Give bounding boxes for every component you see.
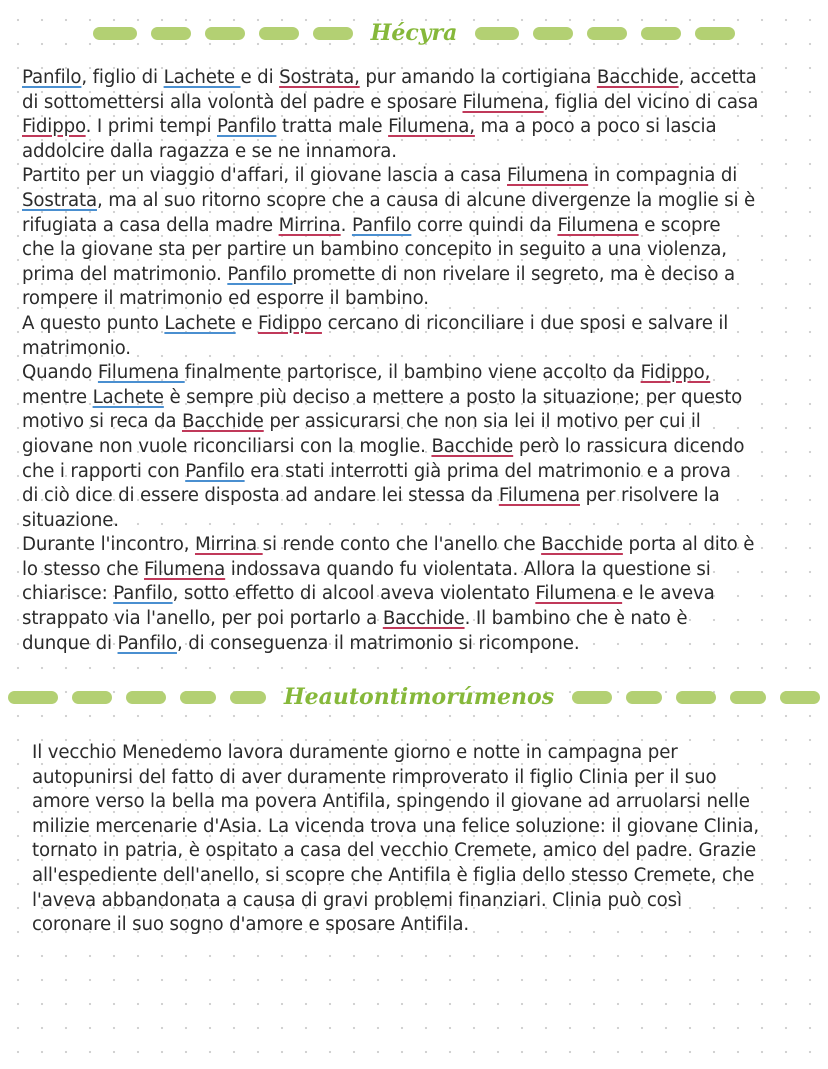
dash — [730, 691, 766, 704]
text-line — [22, 582, 758, 607]
text-fragment: , sotto effetto di alcool aveva violentato — [172, 583, 536, 605]
text-line — [22, 509, 758, 534]
text-fragment: ma a poco a poco si lascia — [474, 116, 717, 138]
text-fragment: , figlio di — [81, 67, 164, 88]
name-panfilo: Panfilo — [113, 583, 173, 605]
text-line — [22, 484, 758, 509]
text-fragment: . Il bambino che è nato è — [464, 608, 688, 630]
text-line — [22, 287, 758, 312]
text-fragment: prima del matrimonio. — [22, 263, 228, 285]
text-fragment: strappato via l'anello, per poi portarlo a — [22, 608, 383, 630]
text-line: Il vecchio Menedemo lavora duramente giorno e notte in campagna per — [32, 742, 678, 763]
dash — [259, 27, 299, 40]
text-fragment: , di conseguenza il matrimonio si ricompone. — [176, 632, 580, 654]
dash — [151, 27, 191, 40]
name-bacchide: Bacchide — [431, 435, 514, 457]
text-line — [22, 115, 758, 140]
text-line — [22, 337, 758, 362]
dash — [533, 27, 573, 40]
text-line — [22, 238, 758, 263]
decorative-dashes-right — [572, 691, 820, 704]
section-title-heautontimorumenos: Heautontimorúmenos — [283, 684, 555, 710]
name-filumena: Filumena, — [388, 116, 475, 138]
text-fragment: matrimonio. — [22, 337, 131, 359]
text-fragment: rifugiata a casa della madre — [22, 214, 279, 236]
dash — [641, 27, 681, 40]
text-fragment: corre quindi da — [411, 214, 558, 236]
text-line — [22, 140, 758, 165]
name-fidippo: Fidippo, — [640, 362, 711, 384]
decorative-dashes-left — [8, 691, 266, 704]
dash — [587, 27, 627, 40]
name-mirrina: Mirrina — [194, 534, 263, 556]
name-filumena: Filumena — [462, 91, 544, 113]
text-fragment: che i rapporti con — [22, 460, 186, 482]
text-fragment: per assicurarsi che non sia lei il motivo per cui il — [263, 411, 701, 433]
name-lachete: Lachete — [92, 386, 164, 408]
name-bacchide: Bacchide — [596, 67, 679, 88]
text-fragment: Durante l'incontro, — [22, 534, 195, 556]
text-fragment: e — [235, 312, 258, 334]
text-line — [22, 632, 758, 657]
text-fragment: però lo rassicura dicendo — [513, 435, 745, 457]
dash — [72, 691, 112, 704]
name-bacchide: Bacchide — [181, 411, 264, 433]
name-panfilo: Panfilo — [185, 460, 245, 482]
name-fidippo: Fidippo — [257, 312, 322, 334]
text-fragment: , figlia del vicino di casa — [543, 91, 759, 113]
text-fragment: Quando — [22, 362, 98, 384]
text-line — [22, 214, 758, 239]
decorative-dashes-right — [475, 27, 735, 40]
name-filumena: Filumena — [557, 214, 639, 236]
hecyra-summary — [22, 66, 758, 656]
text-line: coronare il suo sogno d'amore e sposare Antifila. — [32, 914, 470, 936]
text-line — [22, 460, 758, 485]
text-line: l'aveva abbandonata a causa di gravi problemi finanziari. Clinia può così — [32, 889, 682, 911]
text-line — [22, 386, 758, 411]
text-line — [22, 312, 758, 337]
name-filumena: Filumena — [535, 583, 623, 605]
text-fragment: e le aveva — [622, 583, 715, 605]
text-fragment: finalmente partorisce, il bambino viene accolto da — [184, 362, 641, 384]
text-line — [22, 533, 758, 558]
text-fragment: dunque di — [22, 632, 118, 654]
text-fragment: e di — [240, 67, 280, 88]
text-fragment: motivo si reca da — [22, 411, 182, 433]
dash — [313, 27, 353, 40]
text-line — [22, 410, 758, 435]
text-fragment: indossava quando fu violentata. Allora la questione si — [225, 558, 711, 580]
name-panfilo: Panfilo — [117, 632, 177, 654]
text-fragment: di ciò dice di essere disposta ad andare lei stessa da — [22, 485, 499, 507]
dash — [695, 27, 735, 40]
text-fragment: mentre — [22, 386, 93, 408]
text-line — [22, 164, 758, 189]
name-panfilo: Panfilo — [22, 67, 82, 88]
section-header-hecyra — [0, 20, 828, 46]
text-fragment: di sottomettersi alla volontà del padre e sposare — [22, 91, 463, 113]
dash — [126, 691, 166, 704]
text-fragment: promette di non rivelare il segreto, ma è deciso a — [292, 263, 735, 285]
text-fragment: si rende conto che l'anello che — [262, 534, 542, 556]
section-title-hecyra: Hécyra — [370, 20, 458, 46]
text-fragment: era stati interrotti già prima del matrimonio e a prova — [244, 460, 731, 482]
name-lachete: Lachete — [164, 312, 236, 334]
text-fragment: in compagnia di — [588, 165, 738, 187]
text-fragment: cercano di riconciliare i due sposi e salvare il — [321, 312, 729, 334]
text-fragment: rompere il matrimonio ed esporre il bambino. — [22, 288, 429, 310]
name-filumena: Filumena — [144, 558, 226, 580]
text-fragment: giovane non vuole riconciliarsi con la moglie. — [22, 435, 432, 457]
name-sostrata: Sostrata, — [279, 67, 360, 88]
dash — [180, 691, 216, 704]
dash — [205, 27, 245, 40]
text-fragment: , accetta — [678, 67, 757, 88]
text-fragment: lo stesso che — [22, 558, 145, 580]
name-panfilo: Panfilo — [217, 116, 277, 138]
name-bacchide: Bacchide — [541, 534, 623, 556]
name-lachete: Lachete — [163, 67, 241, 88]
text-line — [22, 558, 758, 583]
dash — [230, 691, 266, 704]
text-fragment: , ma al suo ritorno scopre che a causa di alcune divergenze la moglie si è — [96, 189, 756, 211]
decorative-dashes-left — [93, 27, 353, 40]
text-fragment: Partito per un viaggio d'affari, il giovane lascia a casa — [22, 165, 508, 187]
text-fragment: porta al dito è — [622, 534, 755, 556]
name-panfilo: Panfilo — [351, 214, 412, 236]
text-fragment: situazione. — [22, 509, 119, 531]
text-fragment: pur amando la cortigiana — [359, 67, 597, 88]
text-line: amore verso la bella ma povera Antifila, spingendo il giovane ad arruolarsi nelle — [32, 791, 750, 813]
name-panfilo: Panfilo — [227, 263, 293, 285]
name-filumena: Filumena — [97, 362, 185, 384]
text-line — [22, 91, 758, 116]
text-fragment: per risolvere la — [579, 485, 720, 507]
name-filumena: Filumena — [507, 165, 589, 187]
text-line: milizie mercenarie d'Asia. La vicenda trova una felice soluzione: il giovane Clinia, — [32, 815, 760, 837]
text-line — [22, 361, 758, 386]
text-line: autopunirsi del fatto di aver duramente rimproverato il figlio Clinia per il suo — [32, 766, 717, 788]
text-fragment: e scopre — [638, 214, 721, 236]
text-fragment: . I primi tempi — [85, 116, 217, 138]
text-line — [22, 189, 758, 214]
text-line — [22, 66, 758, 91]
name-bacchide: Bacchide — [382, 608, 465, 630]
text-line: tornato in patria, è ospitato a casa del vecchio Cremete, amico del padre. Grazie — [32, 840, 757, 862]
dash — [626, 691, 662, 704]
text-fragment: A questo punto — [22, 312, 165, 334]
dash — [93, 27, 137, 40]
dash — [8, 691, 58, 704]
dash — [780, 691, 820, 704]
name-sostrata: Sostrata — [22, 189, 97, 211]
text-fragment: che la giovane sta per partire un bambino concepito in seguito a una violenza, — [22, 239, 727, 261]
name-mirrina: Mirrina — [278, 214, 341, 236]
dash — [572, 691, 612, 704]
text-line — [22, 435, 758, 460]
text-fragment: addolcire dalla ragazza e se ne innamora. — [22, 140, 397, 162]
heautontimorumenos-summary — [32, 741, 759, 938]
text-fragment: tratta male — [276, 116, 389, 138]
name-fidippo: Fidippo — [22, 116, 86, 138]
dash — [475, 27, 519, 40]
text-fragment: chiarisce: — [22, 583, 114, 605]
text-fragment: è sempre più deciso a mettere a posto la situazione; per questo — [163, 386, 743, 408]
section-header-heautontimorumenos — [0, 684, 828, 710]
name-filumena: Filumena — [498, 485, 580, 507]
text-fragment: . — [340, 214, 352, 236]
text-line — [22, 263, 758, 288]
text-line — [22, 607, 758, 632]
dash — [676, 691, 716, 704]
text-line: all'espediente dell'anello, si scopre che Antifila è figlia dello stesso Cremete, che — [32, 864, 755, 886]
